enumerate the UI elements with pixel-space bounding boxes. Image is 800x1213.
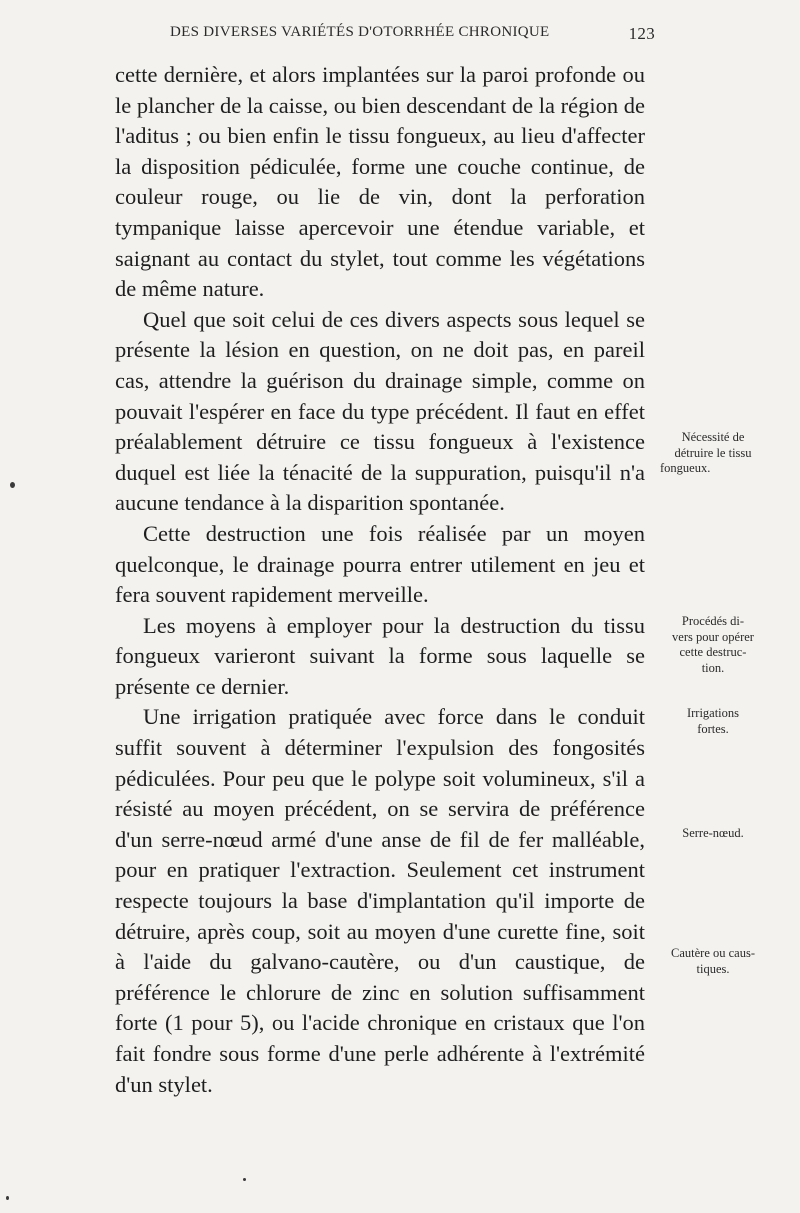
paragraph-5: Une irrigation pratiquée avec force dans le conduit suffit souvent à déterminer l'expulsion des fongosités pédiculées. Pour peu que le polype soit volumineux, s'il a résisté au moyen précédent, on se servira de préférence d'un serre-nœud armé d'une anse de fil de fer malléable, pour en pratiquer l'extraction. Seulement cet instrument respecte toujours la base d'implantation qu'il importe de détruire, après coup, soit au moyen d'une curette fine, soit à l'aide du galvano-cautère, ou d'un caustique, de préférence le chlorure de zinc en solution suffisamment forte (1 pour 5), ou l'acide chronique en cristaux que l'on fait fondre sous forme d'une perle adhérente à l'extrémité d'un stylet. xyxy=(115,704,645,1097)
paragraph-3: Cette destruction une fois réalisée par un moyen quelconque, le drainage pourra entrer utilement en jeu et fera souvent rapidement merveille. xyxy=(115,520,645,608)
margin-note-line: Irrigations xyxy=(686,706,740,720)
print-speck xyxy=(6,1196,9,1200)
paragraph-4: Les moyens à employer pour la destruction du tissu fongueux varieront suivant la forme sous laquelle se présente ce dernier. xyxy=(115,612,645,699)
print-speck xyxy=(10,482,15,488)
margin-note-line: vers pour opérer xyxy=(672,629,754,644)
margin-note-line: Cautère ou caus- xyxy=(671,946,755,960)
margin-note-line: fongueux. xyxy=(660,461,711,475)
running-head-title: DES DIVERSES VARIÉTÉS D'OTORRHÉE CHRONIQUE xyxy=(170,24,550,40)
margin-note-line: tion. xyxy=(701,660,725,675)
page-number: 123 xyxy=(628,24,655,43)
margin-note-serre-noeud xyxy=(658,826,768,842)
margin-note-necessite xyxy=(658,430,768,477)
running-head xyxy=(170,24,655,48)
main-text-column xyxy=(115,60,645,1100)
margin-note-cautere xyxy=(658,946,768,977)
margin-note-procedes xyxy=(658,614,768,676)
margin-note-line: Procédés di- xyxy=(681,614,745,628)
margin-note-line: tiques. xyxy=(696,961,730,976)
margin-note-line: fortes. xyxy=(697,721,729,736)
margin-note-line: détruire le tissu xyxy=(674,445,752,460)
margin-note-line: Nécessité de xyxy=(681,430,745,444)
paragraph-1: cette dernière, et alors implantées sur la paroi profonde ou le plancher de la caisse, ou bien descendant de la région de l'aditus ; ou bien enfin le tissu fongueux, au lieu d'affecter la disposition pédiculée, forme une couche continue, de couleur rouge, ou lie de vin, dont la perforation tympanique laisse apercevoir une étendue variable, et saignant au contact du stylet, tout comme les végétations de même nature. xyxy=(115,62,645,302)
margin-note-line: cette destruc- xyxy=(679,645,747,659)
margin-note-line: Serre-nœud. xyxy=(682,826,744,840)
paragraph-2: Quel que soit celui de ces divers aspects sous lequel se présente la lésion en question, on ne doit pas, en pareil cas, attendre la guérison du drainage simple, comme on pouvait l'espérer en face du type précédent. Il faut en effet préalablement détruire ce tissu fongueux à l'existence duquel est liée la ténacité de la suppuration, puisqu'il n'a aucune tendance à la disparition spontanée. xyxy=(115,306,645,516)
print-speck xyxy=(243,1178,246,1181)
margin-note-irrigations xyxy=(658,706,768,737)
